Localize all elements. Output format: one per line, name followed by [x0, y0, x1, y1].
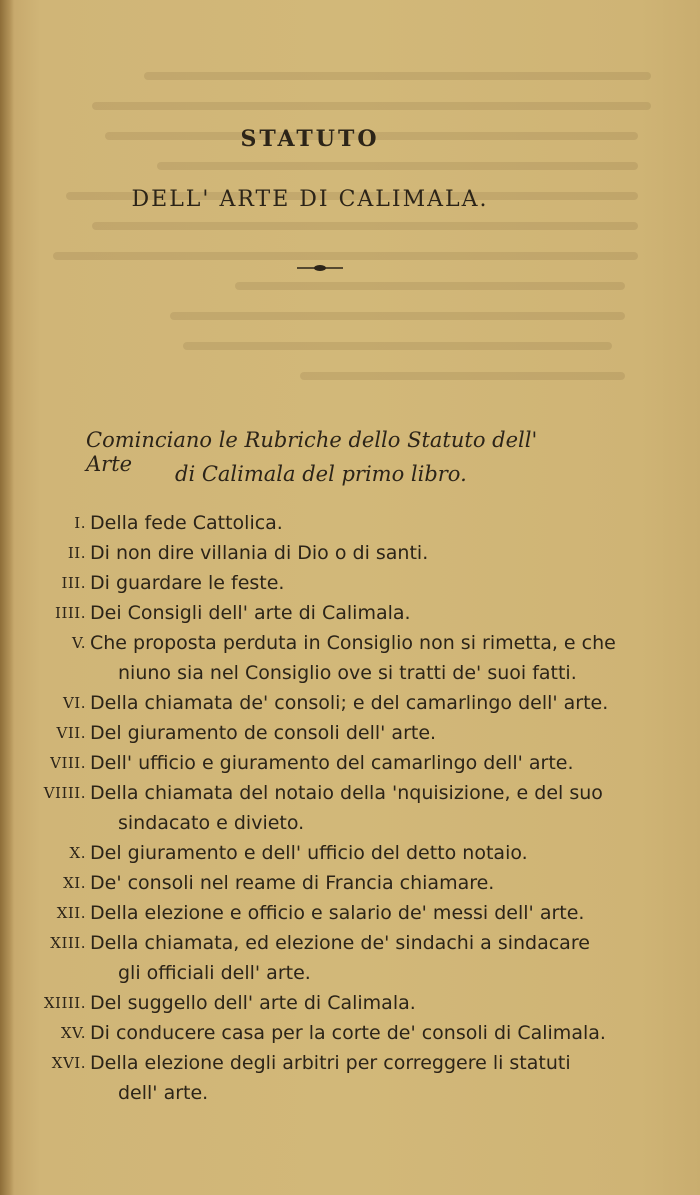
list-item	[0, 598, 700, 628]
list-item	[0, 688, 700, 718]
rubric-number: II.	[67, 544, 86, 562]
page-subtitle: DELL' ARTE DI CALIMALA.	[131, 187, 489, 212]
rubric-text: Della elezione degli arbitri per correggere li statuti	[90, 1052, 571, 1074]
rubric-number: III.	[61, 574, 86, 592]
list-item	[0, 628, 700, 688]
rubric-text: Di non dire villania di Dio o di santi.	[90, 542, 429, 564]
rubric-text: Di guardare le feste.	[90, 572, 285, 594]
rubric-number: V.	[72, 634, 86, 652]
rubric-number: VIIII.	[43, 784, 86, 802]
list-item	[0, 838, 700, 868]
list-item	[0, 568, 700, 598]
rubric-number: XIIII.	[43, 994, 86, 1012]
ornament-divider-icon	[297, 263, 343, 273]
list-item	[0, 868, 700, 898]
rubric-text-continuation: dell' arte.	[118, 1082, 209, 1104]
rubric-text: Della chiamata del notaio della 'nquisizione, e del suo	[90, 782, 603, 804]
bleed-through-text	[40, 50, 690, 470]
rubric-number: IIII.	[55, 604, 86, 622]
list-item	[0, 898, 700, 928]
list-item	[0, 748, 700, 778]
rubric-text-continuation: gli officiali dell' arte.	[118, 962, 311, 984]
rubric-text: Del suggello dell' arte di Calimala.	[90, 992, 416, 1014]
rubric-heading-line-2: di Calimala del primo libro.	[175, 462, 467, 486]
rubric-text: Che proposta perduta in Consiglio non si rimetta, e che	[90, 632, 616, 654]
rubric-text: Dell' ufficio e giuramento del camarlingo dell' arte.	[90, 752, 574, 774]
list-item	[0, 928, 700, 988]
rubric-text: Di conducere casa per la corte de' consoli di Calimala.	[90, 1022, 606, 1044]
rubric-text: Della fede Cattolica.	[90, 512, 283, 534]
list-item	[0, 1048, 700, 1108]
rubric-number: VII.	[56, 724, 86, 742]
rubric-list	[0, 508, 700, 1108]
rubric-number: VI.	[62, 694, 86, 712]
rubric-heading-line-1: Cominciano le Rubriche dello Statuto dell' Arte	[86, 428, 538, 476]
rubric-number: X.	[69, 844, 86, 862]
list-item	[0, 508, 700, 538]
list-item	[0, 778, 700, 838]
rubric-number: XI.	[63, 874, 86, 892]
rubric-text: Della chiamata de' consoli; e del camarlingo dell' arte.	[90, 692, 609, 714]
rubric-text: Della elezione e officio e salario de' messi dell' arte.	[90, 902, 585, 924]
rubric-number: VIII.	[50, 754, 86, 772]
rubric-text: Del giuramento de consoli dell' arte.	[90, 722, 437, 744]
list-item	[0, 718, 700, 748]
rubric-text: Dei Consigli dell' arte di Calimala.	[90, 602, 411, 624]
rubric-number: I.	[74, 514, 86, 532]
list-item	[0, 538, 700, 568]
page-title: STATUTO	[240, 126, 380, 152]
rubric-text: Della chiamata, ed elezione de' sindachi a sindacare	[90, 932, 590, 954]
rubric-number: XIII.	[50, 934, 86, 952]
list-item	[0, 988, 700, 1018]
rubric-number: XII.	[56, 904, 86, 922]
rubric-text-continuation: sindacato e divieto.	[118, 812, 305, 834]
rubric-text: Del giuramento e dell' ufficio del detto notaio.	[90, 842, 528, 864]
list-item	[0, 1018, 700, 1048]
rubric-text: De' consoli nel reame di Francia chiamare.	[90, 872, 495, 894]
rubric-text-continuation: niuno sia nel Consiglio ove si tratti de' suoi fatti.	[118, 662, 577, 684]
rubric-number: XV.	[60, 1024, 86, 1042]
rubric-number: XVI.	[51, 1054, 86, 1072]
